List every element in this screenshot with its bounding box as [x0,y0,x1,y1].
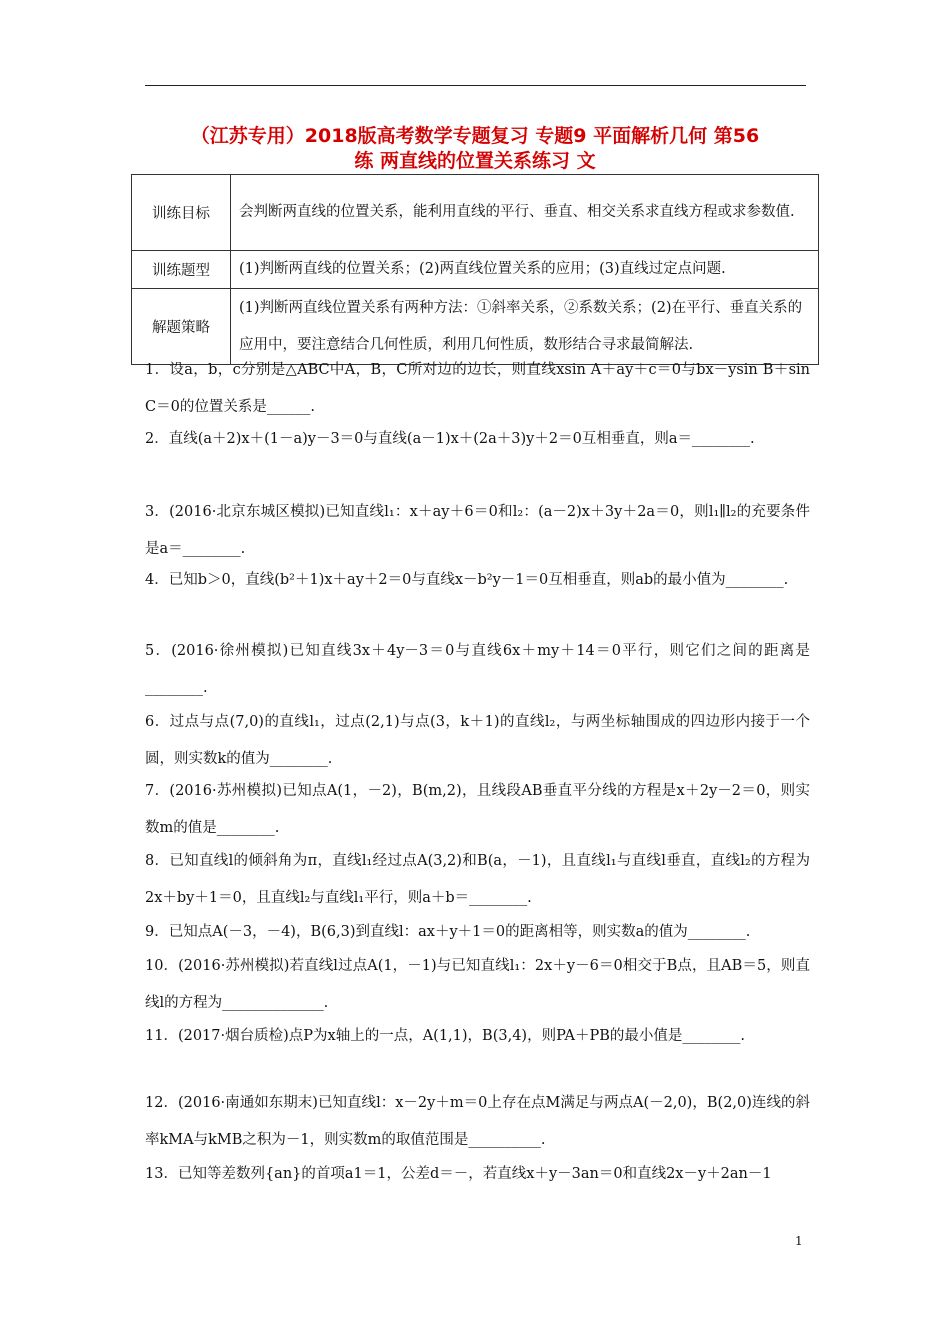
row-label-goal: 训练目标 [132,175,231,251]
question-12: 12．(2016·南通如东期末)已知直线l：x－2y＋m＝0上存在点M满足与两点A(－2,0)，B(2,0)连线的斜率kMA与kMB之积为－1，则实数m的取值范围是__________. [145,1095,810,1148]
row-content-strategy: (1)判断两直线位置关系有两种方法：①斜率关系，②系数关系；(2)在平行、垂直关系的应用中，要注意结合几何性质，利用几何性质，数形结合寻求最简解法. [231,289,819,365]
question-10: 10．(2016·苏州模拟)若直线l过点A(1，－1)与已知直线l₁：2x＋y－6＝0相交于B点，且AB＝5，则直线l的方程为______________. [145,958,810,1011]
question-13: 13．已知等差数列{an}的首项a1＝1，公差d＝－，若直线x＋y－3an＝0和直线2x－y＋2an－1 [145,1166,772,1182]
training-info-table [131,174,819,365]
question-5: 5．(2016·徐州模拟)已知直线3x＋4y－3＝0与直线6x＋my＋14＝0平行，则它们之间的距离是________. [145,643,810,696]
table-row [132,175,819,251]
question-7: 7．(2016·苏州模拟)已知点A(1，－2)，B(m,2)，且线段AB垂直平分线的方程是x＋2y－2＝0，则实数m的值是________. [145,783,810,836]
question-4: 4．已知b＞0，直线(b²＋1)x＋ay＋2＝0与直线x－b²y－1＝0互相垂直，则ab的最小值为________. [145,572,789,588]
question-8: 8．已知直线l的倾斜角为π，直线l₁经过点A(3,2)和B(a，－1)，且直线l₁与直线l垂直，直线l₂的方程为2x＋by＋1＝0，且直线l₂与直线l₁平行，则a＋b＝________. [145,853,810,906]
title-line-1: （江苏专用）2018版高考数学专题复习 专题9 平面解析几何 第56 [190,125,760,147]
question-3: 3．(2016·北京东城区模拟)已知直线l₁：x＋ay＋6＝0和l₂：(a－2)x＋3y＋2a＝0，则l₁∥l₂的充要条件是a＝________. [145,504,810,557]
table-row [132,251,819,289]
question-11: 11．(2017·烟台质检)点P为x轴上的一点，A(1,1)，B(3,4)，则PA＋PB的最小值是________. [145,1028,745,1044]
question-6: 6．过点与点(7,0)的直线l₁，过点(2,1)与点(3，k＋1)的直线l₂，与两坐标轴围成的四边形内接于一个圆，则实数k的值为________. [145,714,810,767]
page-number: 1 [795,1234,803,1248]
question-2: 2．直线(a＋2)x＋(1－a)y－3＝0与直线(a－1)x＋(2a＋3)y＋2＝0互相垂直，则a＝________. [145,431,755,447]
row-content-type: (1)判断两直线的位置关系；(2)两直线位置关系的应用；(3)直线过定点问题. [231,251,819,289]
header-rule [145,85,806,86]
title-line-2: 练 两直线的位置关系练习 文 [354,150,596,172]
question-1: 1．设a，b，c分别是△ABC中A，B，C所对边的边长，则直线xsin A＋ay＋c＝0与bx－ysin B＋sin C＝0的位置关系是______. [145,362,810,415]
document-title [128,124,822,174]
row-label-type: 训练题型 [132,251,231,289]
question-9: 9．已知点A(－3，－4)，B(6,3)到直线l：ax＋y＋1＝0的距离相等，则实数a的值为________. [145,924,751,940]
row-label-strategy: 解题策略 [132,289,231,365]
row-content-goal: 会判断两直线的位置关系，能利用直线的平行、垂直、相交关系求直线方程或求参数值. [231,175,819,251]
